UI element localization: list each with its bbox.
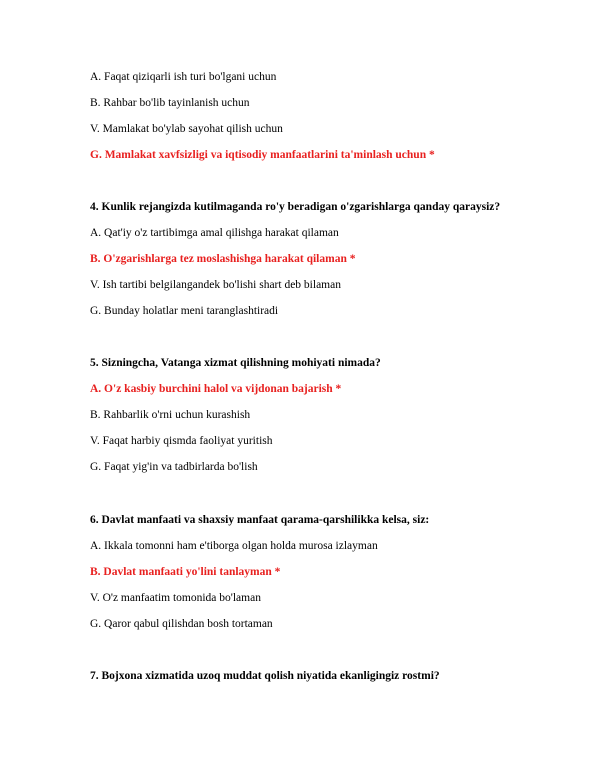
q6-option-b-correct: B. Davlat manfaati yo'lini tanlayman * bbox=[90, 566, 281, 578]
q7-question: 7. Bojxona xizmatida uzoq muddat qolish niyatida ekanligingiz rostmi? bbox=[90, 670, 440, 682]
q4-option-v: V. Ish tartibi belgilangandek bo'lishi shart deb bilaman bbox=[90, 279, 341, 291]
q5-option-a-correct: A. O'z kasbiy burchini halol va vijdonan bajarish * bbox=[90, 383, 342, 395]
q5-option-v: V. Faqat harbiy qismda faoliyat yuritish bbox=[90, 435, 273, 447]
q3-option-a: A. Faqat qiziqarli ish turi bo'lgani uchun bbox=[90, 71, 277, 83]
q4-question: 4. Kunlik rejangizda kutilmaganda ro'y beradigan o'zgarishlarga qanday qaraysiz? bbox=[90, 201, 501, 213]
q5-question: 5. Sizningcha, Vatanga xizmat qilishning mohiyati nimada? bbox=[90, 357, 381, 369]
q4-option-a: A. Qat'iy o'z tartibimga amal qilishga harakat qilaman bbox=[90, 227, 339, 239]
q6-option-v: V. O'z manfaatim tomonida bo'laman bbox=[90, 592, 261, 604]
q3-option-b: B. Rahbar bo'lib tayinlanish uchun bbox=[90, 97, 250, 109]
q3-option-g-correct: G. Mamlakat xavfsizligi va iqtisodiy manfaatlarini ta'minlash uchun * bbox=[90, 149, 435, 161]
q5-option-b: B. Rahbarlik o'rni uchun kurashish bbox=[90, 409, 251, 421]
q6-question: 6. Davlat manfaati va shaxsiy manfaat qarama-qarshilikka kelsa, siz: bbox=[90, 514, 430, 526]
q6-option-a: A. Ikkala tomonni ham e'tiborga olgan holda murosa izlayman bbox=[90, 540, 378, 552]
q6-option-g: G. Qaror qabul qilishdan bosh tortaman bbox=[90, 618, 273, 630]
q4-option-g: G. Bunday holatlar meni taranglashtiradi bbox=[90, 305, 279, 317]
q5-option-g: G. Faqat yig'in va tadbirlarda bo'lish bbox=[90, 461, 258, 473]
q3-option-v: V. Mamlakat bo'ylab sayohat qilish uchun bbox=[90, 123, 283, 135]
q4-option-b-correct: B. O'zgarishlarga tez moslashishga harakat qilaman * bbox=[90, 253, 356, 265]
